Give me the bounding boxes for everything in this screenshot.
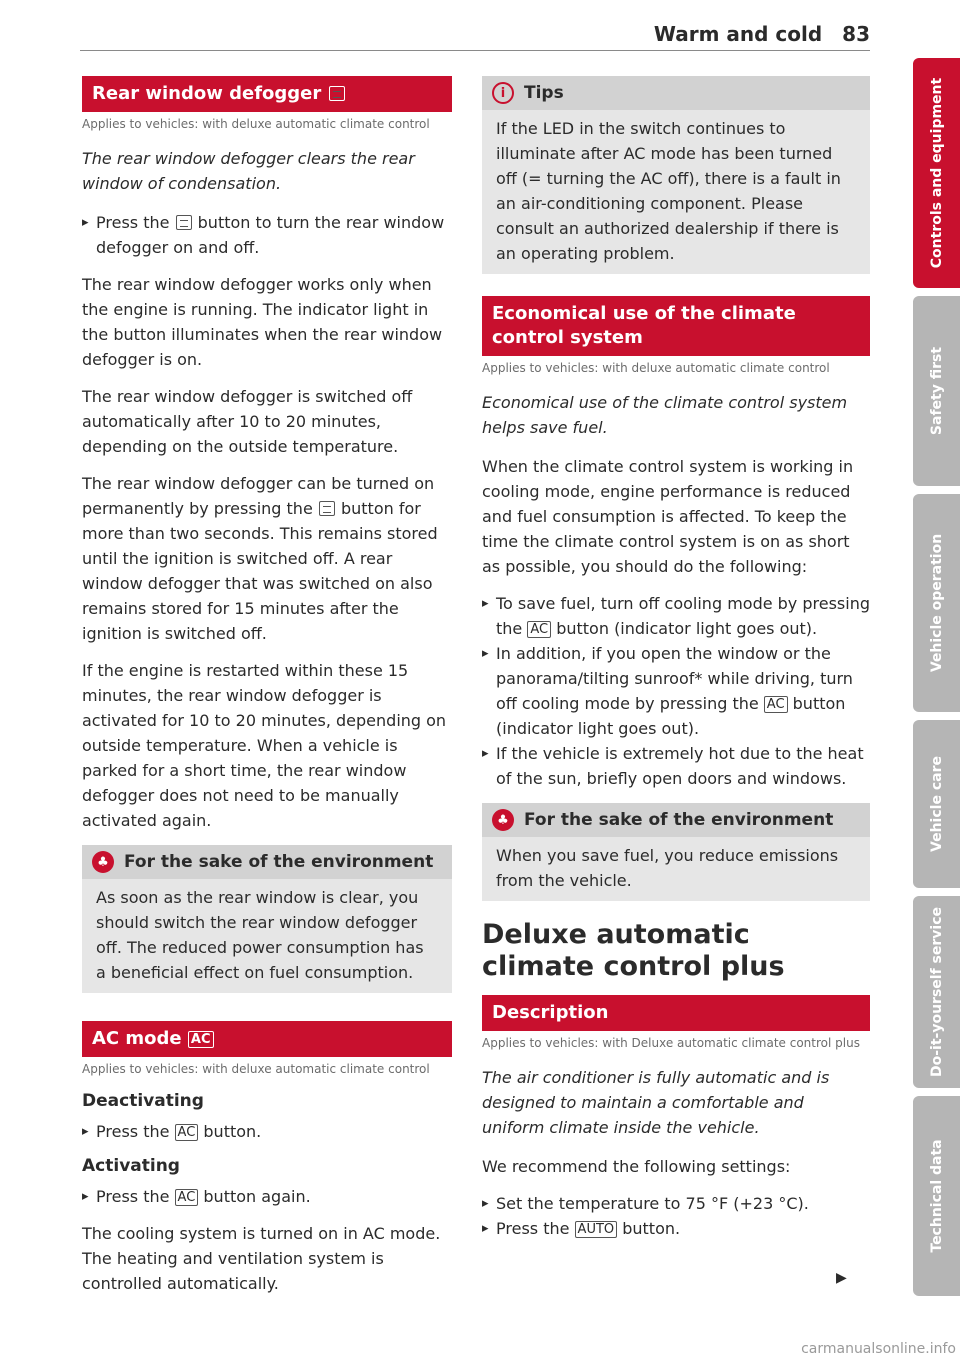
paragraph: The rear window defogger is switched off automatically after 10 to 20 minutes, depending on the outside temperature. — [82, 387, 413, 456]
list-item: ▸ In addition, if you open the window or the panorama/tilting sunroof* while driving, turn off cooling mode by pressing the AC button (indicator light goes out). — [482, 641, 870, 741]
list-item: ▸ Press the button to turn the rear window defogger on and off. — [82, 210, 452, 260]
paragraph: If the engine is restarted within these 15 minutes, the rear window defogger is activated for 10 to 20 minutes, depending on outside temperature. When a vehicle is parked for a short time, the rear window defogger does not need to be manually activated again. — [82, 661, 447, 830]
running-head — [654, 22, 870, 46]
list-item: ▸ Press the AC button again. — [82, 1184, 452, 1209]
paragraph: When the climate control system is working in cooling mode, engine performance is reduced and fuel consumption is affected. To keep the time the climate control system is on as short as possible, you should do the following: — [482, 457, 854, 576]
ac-key: AC — [188, 1031, 214, 1048]
environment-notice: ♣ For the sake of the environment As soon as the rear window is clear, you should switch the rear window defogger off. The reduced power consumption has a beneficial effect on fuel consumption. — [82, 845, 452, 993]
left-column — [82, 76, 452, 1308]
defogger-applies: Applies to vehicles: with deluxe automatic climate control — [82, 117, 430, 131]
economical-intro: Economical use of the climate control system helps save fuel. — [482, 393, 848, 437]
economical-applies: Applies to vehicles: with deluxe automatic climate control — [482, 361, 830, 375]
paragraph: The rear window defogger can be turned on permanently by pressing the button for more than two seconds. This remains stored until the ignition is switched off. A rear window defogger that was switched on also remains stored for 15 minutes after the ignition is switched off. — [82, 474, 438, 643]
deluxe-intro: The air conditioner is fully automatic and is designed to maintain a comfortable and uniform climate inside the vehicle. — [482, 1068, 830, 1137]
deluxe-applies: Applies to vehicles: with Deluxe automatic climate control plus — [482, 1036, 860, 1050]
environment-notice: ♣ For the sake of the environment When you save fuel, you reduce emissions from the vehicle. — [482, 803, 870, 901]
economical-heading: Economical use of the climate control system — [482, 296, 870, 356]
leaf-icon: ♣ — [92, 851, 114, 873]
paragraph: The cooling system is turned on in AC mode. The heating and ventilation system is controlled automatically. — [82, 1224, 441, 1293]
defogger-intro: The rear window defogger clears the rear window of condensation. — [82, 149, 415, 193]
info-icon: i — [492, 82, 514, 104]
ac-key: AC — [175, 1189, 199, 1206]
auto-key: AUTO — [575, 1221, 618, 1238]
activating-heading: Activating — [82, 1156, 180, 1176]
section-heading: Deluxe automatic climate control plus — [482, 919, 785, 982]
list-item: ▸ To save fuel, turn off cooling mode by pressing the AC button (indicator light goes out). — [482, 591, 870, 641]
tab-do-it-yourself[interactable]: Do-it-yourself service — [913, 896, 960, 1088]
tab-controls-equipment[interactable]: Controls and equipment — [913, 58, 960, 288]
tab-technical-data[interactable]: Technical data — [913, 1096, 960, 1296]
leaf-icon: ♣ — [492, 809, 514, 831]
ac-key: AC — [175, 1124, 199, 1141]
section-title: Warm and cold — [653, 22, 823, 46]
deactivating-heading: Deactivating — [82, 1091, 204, 1111]
list-item: ▸ If the vehicle is extremely hot due to the heat of the sun, briefly open doors and windows. — [482, 741, 870, 791]
ac-applies: Applies to vehicles: with deluxe automatic climate control — [82, 1062, 430, 1076]
rear-defogger-icon — [319, 501, 335, 516]
defogger-steps — [82, 210, 452, 260]
economical-steps — [482, 591, 870, 791]
list-item: ▸ Press the AUTO button. — [482, 1216, 870, 1241]
watermark: carmanualsonline.info — [801, 1341, 956, 1357]
right-column — [482, 76, 870, 1253]
rear-defogger-icon — [329, 86, 345, 101]
paragraph: The rear window defogger works only when the engine is running. The indicator light in the button illuminates when the rear window defogger is on. — [82, 275, 443, 369]
ac-key: AC — [764, 696, 788, 713]
defogger-heading: Rear window defogger — [82, 76, 452, 112]
ac-heading: AC mode AC — [82, 1021, 452, 1057]
list-item: ▸ Set the temperature to 75 °F (+23 °C). — [482, 1191, 870, 1216]
ac-key: AC — [527, 621, 551, 638]
continue-arrow-icon: ▶ — [836, 1270, 847, 1286]
paragraph: We recommend the following settings: — [482, 1157, 791, 1176]
tab-vehicle-care[interactable]: Vehicle care — [913, 720, 960, 888]
rear-defogger-icon — [176, 215, 192, 230]
header-rule — [80, 50, 870, 51]
page-number: 83 — [842, 22, 870, 46]
description-heading: Description — [482, 995, 870, 1031]
list-item: ▸ Press the AC button. — [82, 1119, 452, 1144]
tips-notice: i Tips If the LED in the switch continues to illuminate after AC mode has been turned off (= turning the AC off), there is a fault in an air-conditioning component. Please consult an authorized dealership if there is an operating problem. — [482, 76, 870, 274]
tab-safety-first[interactable]: Safety first — [913, 296, 960, 486]
tab-vehicle-operation[interactable]: Vehicle operation — [913, 494, 960, 712]
